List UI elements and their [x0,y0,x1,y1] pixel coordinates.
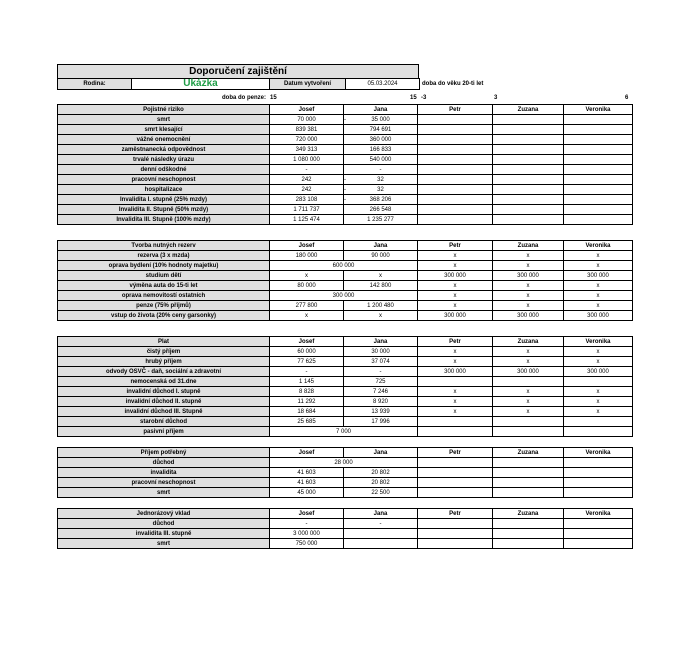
cell-josef[interactable]: 41 603 [270,468,344,478]
table-row [58,417,633,427]
cell-zuzana[interactable] [493,165,564,175]
row-label: pracovní neschopnost [58,478,270,488]
cell-veronika[interactable]: x [564,387,633,397]
dash-marker: - [344,186,346,193]
merged-cell[interactable]: 300 000 [270,291,418,301]
cell-petr[interactable] [418,215,493,225]
row-label: starobní důchod [58,417,270,427]
person-header-zuzana: Zuzana [493,105,564,115]
row-label: Invalidita II. Stupně (50% mzdy) [58,205,270,215]
table-row [58,478,633,488]
cell-veronika[interactable]: x [564,397,633,407]
person-header-veronika: Veronika [564,509,633,519]
cell-jana[interactable]: 13 939 [344,407,418,417]
cell-veronika[interactable]: 300 000 [564,367,633,377]
person-header-josef: Josef [270,509,344,519]
table-row [58,407,633,417]
cell-petr[interactable] [418,458,493,468]
table-row [58,251,633,261]
cell-zuzana[interactable]: 300 000 [493,367,564,377]
cell-veronika[interactable]: x [564,291,633,301]
table-row [58,145,633,155]
cell-jana[interactable]: 30 000 [344,347,418,357]
cell-josef[interactable]: 3 000 000 [270,529,344,539]
cell-veronika[interactable] [564,185,633,195]
table-row [58,271,633,281]
cell-veronika[interactable] [564,488,633,498]
cell-jana[interactable]: 360 000 [344,135,418,145]
person-header-josef: Josef [270,241,344,251]
cell-petr[interactable] [418,468,493,478]
cell-zuzana[interactable] [493,427,564,437]
cell-veronika[interactable] [564,155,633,165]
table-row [58,357,633,367]
table-row [58,135,633,145]
cell-zuzana[interactable]: x [493,291,564,301]
row-label: invalidita [58,468,270,478]
cell-petr[interactable]: 300 000 [418,367,493,377]
cell-josef[interactable]: - [270,165,344,175]
person-header-veronika: Veronika [564,105,633,115]
table-row [58,468,633,478]
person-header-veronika: Veronika [564,448,633,458]
row-label: hrubý příjem [58,357,270,367]
cell-zuzana[interactable] [493,215,564,225]
cell-veronika[interactable]: x [564,407,633,417]
cell-jana[interactable]: 368 206 [344,195,418,205]
meta-table [57,78,618,90]
cell-petr[interactable] [418,125,493,135]
cell-veronika[interactable] [564,377,633,387]
income-header-row [58,448,633,458]
cell-veronika[interactable] [564,165,633,175]
cell-petr[interactable]: x [418,397,493,407]
table-row [58,458,633,468]
cell-josef[interactable]: - [270,519,344,529]
cell-petr[interactable] [418,488,493,498]
cell-josef[interactable]: 1 125 474 [270,215,344,225]
cell-jana[interactable]: 7 246 [344,387,418,397]
cell-petr[interactable]: x [418,387,493,397]
cell-josef[interactable]: x [270,311,344,321]
cell-zuzana[interactable] [493,155,564,165]
rodina-value[interactable]: Ukázka [132,79,270,90]
reserves-header-row [58,241,633,251]
table-row [58,519,633,529]
cell-petr[interactable]: x [418,281,493,291]
cell-veronika[interactable]: x [564,251,633,261]
cell-veronika[interactable] [564,195,633,205]
cell-veronika[interactable] [564,478,633,488]
cell-josef[interactable]: 8 828 [270,387,344,397]
row-label: vážné onemocnění [58,135,270,145]
datum-value[interactable]: 05.03.2024 [346,79,420,90]
cell-petr[interactable]: x [418,347,493,357]
cell-veronika[interactable]: x [564,347,633,357]
row-label: oprava nemovitostí ostatních [58,291,270,301]
row-label: důchod [58,458,270,468]
risk-header-row [58,105,633,115]
row-label: důchod [58,519,270,529]
cell-zuzana[interactable] [493,185,564,195]
table-row [58,347,633,357]
row-label: čistý příjem [58,347,270,357]
table-row [58,539,633,549]
dash-marker: - [344,116,346,123]
person-header-zuzana: Zuzana [493,337,564,347]
cell-jana[interactable]: 17 996 [344,417,418,427]
row-label: odvody OSVČ - daň, sociální a zdravotní [58,367,270,377]
cell-jana[interactable]: - [344,165,418,175]
cell-zuzana[interactable] [493,195,564,205]
cell-zuzana[interactable]: x [493,397,564,407]
cell-veronika[interactable]: x [564,357,633,367]
row-label: Invalidita I. stupně (25% mzdy) [58,195,270,205]
cell-josef[interactable]: 18 684 [270,407,344,417]
cell-petr[interactable] [418,478,493,488]
person-header-zuzana: Zuzana [493,241,564,251]
cell-jana[interactable]: 35 000 [344,115,418,125]
row-label: penze (75% příjmů) [58,301,270,311]
cell-zuzana[interactable]: x [493,407,564,417]
person-header-jana: Jana [344,241,418,251]
table-row [58,165,633,175]
cell-jana[interactable]: 32 [344,175,418,185]
pension-v1: 15 [270,95,277,101]
merged-cell[interactable]: 28 000 [270,458,418,468]
cell-josef[interactable]: 349 313 [270,145,344,155]
person-header-veronika: Veronika [564,241,633,251]
cell-petr[interactable] [418,539,493,549]
table-row [58,387,633,397]
person-header-josef: Josef [270,105,344,115]
person-header-petr: Petr [418,509,493,519]
person-header-petr: Petr [418,337,493,347]
cell-josef[interactable]: 283 108 - [270,195,344,205]
cell-veronika[interactable]: 300 000 [564,271,633,281]
datum-label: Datum vytvoření [270,79,346,90]
cell-zuzana[interactable] [493,175,564,185]
cell-zuzana[interactable] [493,478,564,488]
table-row [58,215,633,225]
cell-josef[interactable]: 60 000 [270,347,344,357]
cell-jana[interactable]: 725 [344,377,418,387]
table-row [58,205,633,215]
cell-josef[interactable]: 180 000 [270,251,344,261]
cell-josef[interactable]: 70 000 - [270,115,344,125]
cell-petr[interactable] [418,377,493,387]
person-header-josef: Josef [270,337,344,347]
cell-jana[interactable]: 1 235 277 [344,215,418,225]
cell-jana[interactable]: x [344,271,418,281]
row-label: smrt [58,488,270,498]
person-header-petr: Petr [418,241,493,251]
pension-v4: 3 [494,95,498,101]
merged-cell[interactable]: 7 000 [270,427,418,437]
cell-zuzana[interactable] [493,115,564,125]
cell-veronika[interactable] [564,215,633,225]
cell-zuzana[interactable] [493,519,564,529]
merged-cell[interactable]: 600 000 [270,261,418,271]
cell-zuzana[interactable]: x [493,301,564,311]
dash-marker: - [344,196,346,203]
person-header-petr: Petr [418,448,493,458]
cell-jana[interactable]: 1 200 480 [344,301,418,311]
cell-josef[interactable]: 41 603 [270,478,344,488]
cell-petr[interactable] [418,175,493,185]
cell-veronika[interactable] [564,135,633,145]
cell-veronika[interactable] [564,468,633,478]
table-row [58,311,633,321]
risk-header: Pojistné riziko [58,105,270,115]
cell-zuzana[interactable]: x [493,347,564,357]
cell-jana[interactable]: x [344,311,418,321]
row-label: hospitalizace [58,185,270,195]
person-header-veronika: Veronika [564,337,633,347]
cell-veronika[interactable]: x [564,301,633,311]
cell-jana[interactable]: 166 833 [344,145,418,155]
row-label: invalidita III. stupně [58,529,270,539]
insurance-grid [57,104,633,549]
cell-jana[interactable]: - [344,367,418,377]
cell-josef[interactable]: 77 625 [270,357,344,367]
cell-zuzana[interactable] [493,468,564,478]
cell-veronika[interactable] [564,417,633,427]
cell-veronika[interactable] [564,427,633,437]
cell-josef[interactable]: 80 000 [270,281,344,291]
cell-veronika[interactable] [564,125,633,135]
row-label: trvalé následky úrazu [58,155,270,165]
cell-veronika[interactable] [564,145,633,155]
table-row [58,301,633,311]
cell-veronika[interactable]: 300 000 [564,311,633,321]
pension-v5: 6 [625,95,629,101]
cell-josef[interactable]: 1 145 [270,377,344,387]
cell-jana[interactable]: 20 802 [344,478,418,488]
cell-josef[interactable]: 1 711 737 [270,205,344,215]
cell-veronika[interactable] [564,205,633,215]
cell-josef[interactable]: 720 000 [270,135,344,145]
cell-jana[interactable]: 90 000 [344,251,418,261]
row-label: nemocenská od 31.dne [58,377,270,387]
cell-veronika[interactable] [564,175,633,185]
cell-jana[interactable]: 22 500 [344,488,418,498]
cell-jana[interactable] [344,529,418,539]
table-row [58,115,633,125]
person-header-jana: Jana [344,448,418,458]
sheet-title: Doporučení zajištění [57,64,419,79]
cell-josef[interactable]: 277 800 [270,301,344,311]
cell-petr[interactable]: x [418,261,493,271]
cell-jana[interactable]: - [344,519,418,529]
cell-zuzana[interactable] [493,488,564,498]
table-row [58,529,633,539]
cell-veronika[interactable] [564,539,633,549]
cell-josef[interactable]: 242 - [270,185,344,195]
cell-zuzana[interactable]: x [493,251,564,261]
cell-petr[interactable] [418,529,493,539]
cell-petr[interactable] [418,195,493,205]
table-row [58,377,633,387]
cell-petr[interactable]: 300 000 [418,271,493,281]
table-row [58,175,633,185]
cell-petr[interactable]: 300 000 [418,311,493,321]
cell-jana[interactable]: 794 691 [344,125,418,135]
table-row [58,427,633,437]
row-label: oprava bydlení (10% hodnoty majetku) [58,261,270,271]
table-row [58,488,633,498]
cell-veronika[interactable] [564,115,633,125]
cell-petr[interactable] [418,427,493,437]
table-row [58,155,633,165]
table-row [58,291,633,301]
cell-josef[interactable]: 25 685 [270,417,344,427]
cell-petr[interactable] [418,155,493,165]
person-header-jana: Jana [344,337,418,347]
cell-petr[interactable]: x [418,407,493,417]
cell-josef[interactable]: 839 381 [270,125,344,135]
cell-zuzana[interactable]: x [493,281,564,291]
cell-zuzana[interactable]: 300 000 [493,271,564,281]
cell-petr[interactable] [418,135,493,145]
cell-zuzana[interactable] [493,205,564,215]
cell-zuzana[interactable]: 300 000 [493,311,564,321]
table-row [58,125,633,135]
table-row [58,195,633,205]
cell-veronika[interactable] [564,529,633,539]
person-header-zuzana: Zuzana [493,509,564,519]
cell-zuzana[interactable] [493,125,564,135]
reserves-header: Tvorba nutných rezerv [58,241,270,251]
cell-josef[interactable]: x [270,271,344,281]
income-header: Příjem potřebný [58,448,270,458]
row-label: výměna auta do 15-ti let [58,281,270,291]
row-label: Invalidita III. Stupně (100% mzdy) [58,215,270,225]
cell-petr[interactable]: x [418,357,493,367]
cell-zuzana[interactable] [493,377,564,387]
cell-josef[interactable]: 11 292 [270,397,344,407]
row-label: smrt klesající [58,125,270,135]
row-label: denní odškodné [58,165,270,175]
cell-jana[interactable]: 142 800 [344,281,418,291]
cell-petr[interactable] [418,205,493,215]
cell-jana[interactable]: 540 000 [344,155,418,165]
cell-jana[interactable] [344,539,418,549]
cell-petr[interactable]: x [418,301,493,311]
cell-josef[interactable]: 750 000 [270,539,344,549]
cell-jana[interactable]: 20 802 [344,468,418,478]
row-label: smrt [58,539,270,549]
cell-zuzana[interactable] [493,135,564,145]
note-20: doba do věku 20-ti let [422,81,484,87]
cell-veronika[interactable] [564,458,633,468]
cell-zuzana[interactable] [493,145,564,155]
cell-petr[interactable] [418,115,493,125]
person-header-petr: Petr [418,105,493,115]
row-label: invalidní důchod I. stupně [58,387,270,397]
cell-josef[interactable]: 45 000 [270,488,344,498]
oneoff-header-row [58,509,633,519]
cell-veronika[interactable] [564,519,633,529]
cell-jana[interactable]: 8 920 [344,397,418,407]
cell-veronika[interactable]: x [564,281,633,291]
cell-zuzana[interactable] [493,417,564,427]
pension-v3: -3 [421,95,427,101]
pension-label: doba do penze: [222,95,266,101]
cell-petr[interactable] [418,185,493,195]
row-label: invalidní důchod III. Stupně [58,407,270,417]
row-label: vstup do života (20% ceny garsonky) [58,311,270,321]
cell-petr[interactable] [418,165,493,175]
row-label: pasivní příjem [58,427,270,437]
table-row [58,367,633,377]
cell-petr[interactable] [418,417,493,427]
row-label: zaměstnanecká odpovědnost [58,145,270,155]
cell-veronika[interactable]: x [564,261,633,271]
cell-zuzana[interactable] [493,529,564,539]
table-row [58,261,633,271]
row-label: invalidní důchod II. stupně [58,397,270,407]
table-row [58,397,633,407]
cell-zuzana[interactable] [493,458,564,468]
cell-petr[interactable]: x [418,251,493,261]
person-header-jana: Jana [344,509,418,519]
table-row [58,281,633,291]
row-label: smrt [58,115,270,125]
person-header-jana: Jana [344,105,418,115]
plat-header: Plat [58,337,270,347]
cell-zuzana[interactable]: x [493,261,564,271]
cell-jana[interactable]: 37 074 [344,357,418,367]
table-row [58,185,633,195]
rodina-label: Rodina: [58,79,132,90]
cell-zuzana[interactable]: x [493,387,564,397]
cell-petr[interactable] [418,519,493,529]
cell-josef[interactable]: 242 - [270,175,344,185]
row-label: pracovní neschopnost [58,175,270,185]
cell-jana[interactable]: 32 [344,185,418,195]
cell-zuzana[interactable] [493,539,564,549]
cell-petr[interactable]: x [418,291,493,301]
pension-v2: 15 [410,95,417,101]
cell-josef[interactable]: 1 080 000 [270,155,344,165]
cell-petr[interactable] [418,145,493,155]
cell-zuzana[interactable]: x [493,357,564,367]
dash-marker: - [344,176,346,183]
plat-header-row [58,337,633,347]
row-label: rezerva (3 x mzda) [58,251,270,261]
cell-josef[interactable]: - [270,367,344,377]
person-header-zuzana: Zuzana [493,448,564,458]
oneoff-header: Jednorázový vklad [58,509,270,519]
row-label: studium dětí [58,271,270,281]
person-header-josef: Josef [270,448,344,458]
cell-jana[interactable]: 266 548 [344,205,418,215]
